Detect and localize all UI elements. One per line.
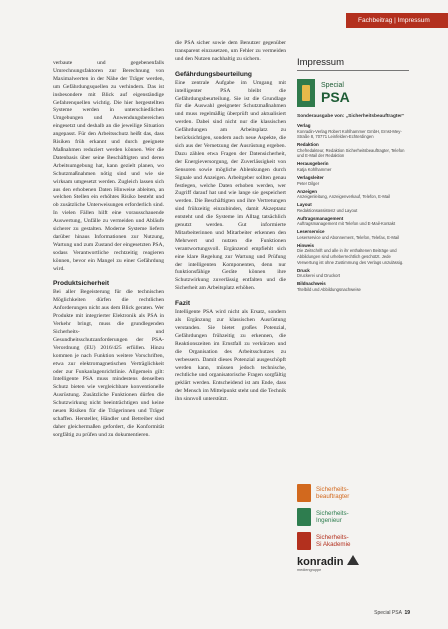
impressum-item [297,161,409,172]
impressum-item-text: Anzeigenleitung, Anzeigenverkauf, Telefon, E-Mail [297,194,391,200]
special-psa-logo [297,76,409,110]
impressum-items [297,123,409,292]
impressum-item-text: Chefredakteur, Redaktion Sicherheitsbeauftragter, Telefon und E-Mail der Redaktion [297,147,405,159]
impressum-item-label: Redaktion [297,142,319,148]
logo-line-1: Special [321,81,344,89]
section-heading: Gefährdungsbeurteilung [175,70,252,78]
impressum-box [297,57,409,295]
impressum-item [297,123,409,140]
impressum-item [297,268,409,279]
impressum-item [297,281,409,292]
paragraph: Eine zentrale Aufgabe im Umgang mit intelligenter PSA bleibt die Gefährdungsbeurteilung. Sie ist die Grundlage für die Auswahl geeigneter Schutzmaßnahmen und muss regelmäßig überprüft und aktualisiert werden. Dabei sind nicht nur die klassischen Gefährdungen am Arbeitsplatz zu berücksichtigen, sondern auch neue Aspekte, die sich aus der Vernetzung der Ausrüstung ergeben. Dazu zählen etwa Fragen der Datensicherheit, der Energieversorgung, der Zuverlässigkeit von Sensoren sowie mögliche Ablenkungen durch Signale und Anzeigen. Arbeitgeber sollten genau festlegen, welche Daten erhoben werden, wer Zugriff darauf hat und wie lange sie gespeichert werden. Die Beschäftigten und ihre Vertretungen sind frühzeitig einzubinden, damit Akzeptanz entsteht und die Systeme im Alltag tatsächlich genutzt werden. Gut informierte Mitarbeiterinnen und Mitarbeiter erkennen den Mehrwert und nutzen die Funktionen verantwortungsvoll. Ergänzend empfiehlt sich eine klare Regelung zur Wartung und Prüfung der intelligenten Komponenten, denn nur funktionsfähige Geräte können ihre Schutzwirkung zuverlässig entfalten und die Sicherheit am Arbeitsplatz erhöhen. [175,79,286,292]
footer-label: Special PSA [374,610,402,616]
brand-logo [297,531,409,551]
impressum-item-label: Herausgeberin [297,161,329,167]
impressum-item-label: Verlagsleiter [297,174,324,180]
brand-icon [297,484,311,502]
paragraph: Bei aller Begeisterung für die technischen Möglichkeiten dürfen die rechtlichen Anforderungen nicht aus dem Blick geraten. Wer Produkte mit integrierter Elektronik als PSA in Verkehr bringt, muss die grundlegenden Sicherheits- und Gesundheitsschutzanforderungen der PSA-Verordnung (EU) 2016/425 erfüllen. Hinzu kommen je nach Funktion weitere Vorschriften, etwa zur elektromagnetischen Verträglichkeit oder zur Funkanlagenrichtlinie. Allgemein gilt: Intelligente PSA muss mindestens denselben Schutz bieten wie vergleichbare konventionelle Ausrüstung. Zusätzliche Funktionen dürfen die Schutzwirkung nicht beeinträchtigen und keine neuen Risiken für die Trägerinnen und Träger schaffen. Hersteller, Händler und Betreiber sind daher gleichermaßen gefordert, die Konformität sorgfältig zu prüfen und zu dokumentieren. [53,289,164,438]
brand-name: Sicherheits- Si Akademie [316,534,351,548]
impressum-item-label: Anzeigen [297,188,318,194]
impressum-item-label: Layout [297,202,312,208]
impressum-title: Impressum [297,57,409,71]
paragraph: Intelligente PSA wird nicht als Ersatz, sondern als Ergänzung zur klassischen Ausrüstung verstanden. Sie bietet großes Potenzial, Gefährdungen frühzeitig zu erkennen, die Reaktionszeiten im Ernstfall zu verkürzen und die Organisation des Arbeitsschutzes zu verbessern. Damit dieses Potenzial ausgeschöpft werden kann, müssen jedoch technische, rechtliche und organisatorische Fragen sorgfältig geklärt werden. Entscheidend ist am Ende, dass der Mensch im Mittelpunkt steht und die Technik ihn sinnvoll unterstützt. [175,309,286,403]
impressum-item-text: Katja Kohlhammer [297,166,332,172]
psa-logo-icon [297,79,315,107]
article-column-2 [175,40,286,404]
logo-line-2: PSA [321,88,350,105]
impressum-item-label: Verlag [297,123,311,128]
impressum-item [297,243,409,265]
impressum-item-label: Druck [297,267,310,273]
paragraph: verbaute und gegebenenfalls Umrechnungsfaktoren zur Berechnung von Maximalwerten in der Nähe der Träger werden, um Gefährdungsquellen zu verhindern. Das ist insbesondere mit Blick auf eigenständige Gefahrenquellen wichtig. Die hier hergestellten Systeme werden in unterschiedlichen Umgebungen und Anwendungsbereichen eingesetzt und deshalb an die jeweilige Situation angepasst. Für den Arbeitsschutz heißt das, dass Risiken früh erkannt und durch geeignete Maßnahmen reduziert werden können. Wer die Datenbasis über seine Beschäftigten und deren Arbeitsumgebung hat, kann gezielt planen, wo Schutzmaßnahmen nötig sind und wie sie wirksam umgesetzt werden. Zugleich lassen sich aus den erhobenen Daten Hinweise ableiten, an welchen Stellen ein erhöhtes Risiko besteht und ob zusätzliche Unterweisungen erforderlich sind. In vielen Fällen hilft eine vorausschauende Auswertung, Unfälle zu vermeiden und Abläufe sicherer zu gestalten. Moderne Systeme liefern darüber hinaus Informationen zur Nutzung, Wartung und zum Zustand der eingesetzten PSA, sodass Verantwortliche rechtzeitig reagieren können, bevor ein Mangel zu einer Gefährdung wird. [53,60,164,272]
impressum-item-label: Leserservice [297,229,325,235]
impressum-subline: Sonderausgabe von: „Sicherheitsbeauftragter“ [297,114,405,119]
impressum-item [297,229,409,240]
konradin-logo: konradin [297,555,409,568]
brand-name: Sicherheits- Ingenieur [316,510,349,524]
impressum-item-text: Redaktionsassistenz und Layout [297,207,358,213]
article-column-1 [53,60,164,440]
impressum-item [297,189,409,200]
impressum-item-text: Auftragsmanagement mit Telefon und E-Mail-Kontakt [297,221,396,227]
impressum-item-text: Konradin-Verlag Robert Kohlhammer GmbH, Ernst-Mey-Straße 8, 70771 Leinfelden-Echterdingen [297,128,402,140]
impressum-item [297,202,409,213]
impressum-item-text: Die Zeitschrift und alle in ihr enthaltenen Beiträge und Abbildungen sind urheberrechtlich geschützt. Jede Verwertung ist ohne Zustimmung des Verlags unzulässig. [297,248,404,265]
konradin-mark-icon [347,555,359,565]
impressum-item-text: Peter Dilger [297,180,320,186]
section-heading: Produktsicherheit [53,280,110,288]
brand-icon [297,532,311,550]
impressum-item-text: Titelbild und Abbildungsnachweise [297,286,361,292]
konradin-tagline: mediengruppe [297,568,322,572]
page-footer [300,610,410,616]
impressum-item [297,142,409,159]
paragraph: die PSA sicher sowie dem Benutzer gegenüber transparent einzusetzen, um Fehler zu vermeiden und den Nutzen nachhaltig zu sichern. [175,40,286,62]
brand-logo [297,483,409,503]
impressum-item-label: Hinweis [297,242,315,248]
impressum-item-label: Bildnachweis [297,281,326,287]
section-tag: Fachbeitrag | Impressum [346,13,448,28]
impressum-item-text: Leserservice und Abonnement, Telefon, Telefax, E-Mail [297,234,400,240]
impressum-item-text: Druckerei und Druckort [297,273,341,279]
section-heading: Fazit [175,300,191,308]
brand-logo [297,507,409,527]
impressum-item [297,175,409,186]
page-number: 19 [404,610,410,616]
brand-logos [297,483,409,572]
impressum-item-label: Auftragsmanagement [297,215,344,221]
impressum-item [297,216,409,227]
brand-name: Sicherheits- beauftragter [316,486,350,500]
brand-icon [297,508,311,526]
